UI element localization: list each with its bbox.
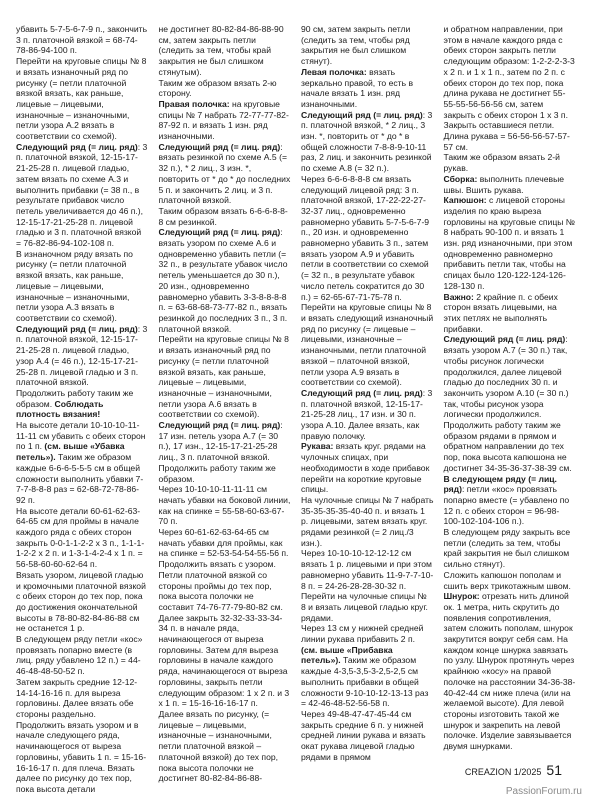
paragraph (159, 78, 292, 99)
paragraph-text: Таким же образом вязать 2-й рукав. (443, 152, 560, 174)
emphasis-text: Шнурок: (443, 591, 480, 602)
page-number: 51 (546, 762, 562, 778)
paragraph (301, 302, 434, 388)
paragraph-text: 90 см, затем закрыть петли (следить за тем, чтобы ряд закрытия не был слишком стянут). (301, 24, 411, 67)
paragraph-text: Перейти на круговые спицы № 8 и вязать изнаночный ряд по рисунку (= петли платочной вязкой вязать, как раньше, лицевые – лицевыми, изнаночные – изнаночными, петли узора А.6 вязать в соответствии со схемой). (158, 334, 289, 420)
row-heading: Следующий ряд (443, 334, 514, 345)
paragraph (301, 67, 434, 110)
paragraph (301, 709, 434, 763)
row-instruction (301, 388, 434, 442)
row-type: (= лиц. ряд) (515, 334, 566, 345)
text-column-2 (158, 24, 292, 784)
row-instruction (16, 142, 149, 249)
paragraph-text: Продолжить вязать узором и в начале следующего ряда, начинающегося от выреза горловины, убавить 1 п. = 15-16-16-16-17 п. для плеча. Вязать далее по рисунку до тех пор, пока высота детали (16, 719, 147, 794)
emphasis-text: (см. выше «Прибавка петель»). (301, 644, 393, 666)
row-heading: В следующем ряду (443, 473, 526, 484)
paragraph-text-tail: вязать зеркально правой, то есть в начале вязать 1 изн. ряд изнаночными. (301, 66, 414, 109)
paragraph-text: Через 10-10-10-11-11-11 см начать убавки на боковой линии, как на спинке = 55-58-60-63-67-70 п. (158, 484, 291, 527)
row-heading: Следующий ряд (158, 227, 229, 238)
paragraph-text: Через 6-6-6-8-8-8 см вязать следующий лицевой ряд: 3 п. платочной вязкой, 17-22-22-27-32-37 лиц., одновременно равномерно убавить 5-7-5-6-7-9 п., 20 изн. и одновременно равномерно убавить 3 п., затем вязать узором А.9 и убавить петли в соответствии со схемой (= 32 п., в результате убавок число петель сократится до 30 п.) = 62-65-67-71-75-78 п. (301, 173, 430, 302)
row-type: (= лиц. ряд) (230, 227, 281, 238)
row-type: (= лиц. ряд) (230, 420, 281, 431)
paragraph-text: Продолжить работу таким же образом рядами в прямом и обратном направлении до тех пор, пока высота капюшона не достигнет 34-35-36-37-38-39 см. (443, 420, 572, 473)
paragraph-text: убавить 5-7-5-6-7-9 п., закончить 3 п. платочной вязкой = 68-74-78-86-94-100 п. (16, 24, 148, 56)
paragraph (16, 24, 149, 56)
row-type: (= лиц. ряд) (88, 323, 138, 334)
paragraph (444, 24, 577, 152)
paragraph (159, 206, 292, 227)
paragraph-text-tail: Таким же образом каждые 6-6-6-5-5-5 см в общей сложности выполнить убавки 7-7-7-8-8-8 раз = 62-68-72-78-86-92 п. (16, 452, 144, 505)
row-instruction (159, 420, 292, 484)
paragraph-text: Через 49-48-47-47-45-44 см закрыть средние 6 п. у нижней средней линии рукава и вязать окат рукава лицевой гладью рядами в прямом (301, 709, 426, 762)
row-instruction (159, 227, 292, 334)
paragraph-text-tail: отрезать нить длиной ок. 1 метра, нить скрутить до появления сопротивления, затем сложить пополам, шнурок закрутится вокруг себя сам. На каждом конце шнурка завязать по узлу. Шнурок протянуть через крайнюю «косу» на правой полочке на расстоянии 34-36-38-40-42-44 см ниже плеча (или на желаемой высоте). Для левой стороны изготовить такой же шнурок и закрепить на левой полочке. Изделие завязывается двумя шнурками. (443, 591, 576, 752)
paragraph (159, 613, 292, 709)
emphasis-text: Рукава: (301, 441, 334, 452)
emphasis-text: (см. выше «Убавка петель»). (16, 441, 125, 463)
paragraph (16, 677, 149, 720)
row-type: (= лиц. ряд) (443, 473, 557, 495)
paragraph (444, 420, 577, 474)
paragraph (159, 24, 292, 78)
paragraph-text: Через 13 см у нижней средней линии рукава прибавить 2 п. (301, 623, 424, 645)
paragraph-text: Перейти на чулочные спицы № 8 и вязать лицевой гладью круг. рядами. (301, 591, 428, 623)
row-type: (= лиц. ряд) (373, 387, 423, 398)
paragraph (301, 495, 434, 549)
paragraph-text-tail: 2 крайние п. с обеих сторон вязать лицевыми, на этих петлях не выполнять прибавки. (443, 291, 558, 334)
paragraph-text: : 3 п. платочной вязкой, * 2 лиц., 3 изн. *, повторить от * до * в общей сложности 7-8-8-9-10-11 раз, 2 лиц. и закончить резинкой по схеме А.8 (= 32 п.). (301, 109, 433, 174)
row-instruction (301, 110, 434, 174)
paragraph (159, 709, 292, 784)
paragraph (444, 174, 577, 195)
emphasis-text: Капюшон: (443, 195, 487, 206)
emphasis-text: Левая полочка: (301, 66, 367, 77)
paragraph-text: : вязать узором А.7 (= 30 п.) так, чтобы рисунок логически продолжился, далее лицевой гладью до последних 30 п. и закончить узором А.10 (= 30 п.) так, чтобы рисунок узора логически продолжился. (443, 334, 569, 420)
page-footer (465, 762, 562, 778)
paragraph-text: Таким же образом вязать 2-ю сторону. (158, 77, 277, 99)
paragraph (301, 441, 434, 495)
emphasis-text: Сборка: (443, 173, 478, 184)
paragraph-text: Перейти на круговые спицы № 8 и вязать следующий изнаночный ряд по рисунку (= лицевые – лицевыми, изнаночные – изнаночными, петли платочной вязкой – платочной вязкой, петли узора А.9 вязать в соответствии со схемой). (301, 302, 434, 388)
emphasis-text: Соблюдать плотность вязания! (16, 398, 104, 420)
paragraph (444, 527, 577, 570)
issue-label: CREAZION 1/2025 (464, 767, 542, 777)
paragraph (444, 570, 577, 591)
paragraph-text: Вязать узором, лицевой гладью и кромочными платочной вязкой с обеих сторон до тех пор, пока до достижения окончательной высоты в 78-80-82-84-86-88 см не останется 1 р. (16, 569, 146, 634)
paragraph-text-tail: выполнить плечевые швы. Вшить рукава. (443, 173, 565, 195)
emphasis-text: Важно: (443, 291, 474, 302)
paragraph-text: Таким образом вязать 6-6-6-8-8-8 см резинкой. (158, 205, 288, 227)
paragraph-text: На высоте детали 10-10-10-11-11-11 см убавить с обеих сторон по 1 п. (16, 420, 146, 452)
row-heading: Следующий ряд (301, 387, 371, 398)
row-heading: Следующий ряд (158, 420, 229, 431)
paragraph-text: : 17 изн. петель узора А.7 (= 30 п.), 17 изн., 12-15-17-21-25-28 лиц., 3 п. платочной вязкой. Продолжить работу таким же образом. (158, 420, 283, 484)
paragraph (301, 24, 434, 67)
paragraph (16, 634, 149, 677)
row-type: (= лиц. ряд) (373, 109, 423, 120)
row-type: (= лиц. ряд) (88, 141, 138, 152)
paragraph (444, 292, 577, 335)
paragraph-text: Продолжить работу таким же образом. (16, 387, 134, 409)
paragraph (444, 591, 577, 752)
paragraph (16, 388, 149, 420)
paragraph (301, 591, 434, 623)
paragraph-text: : 3 п. платочной вязкой, 12-15-17-21-25-28 лиц., 17 изн. и 30 п. узора А.10. Далее вязать, как правую полочку. (301, 387, 433, 441)
paragraph (16, 249, 149, 324)
paragraph (444, 152, 577, 173)
paragraph (301, 174, 434, 302)
paragraph-text-tail: с лицевой стороны изделия по краю выреза горловины на круговые спицы № 8 набрать 90-100 п. и вязать 1 изн. ряд изнаночными, при этом одновременно равномерно прибавить петли так, чтобы на спицах было 120-122-124-126-128-130 п. (443, 195, 576, 291)
text-column-3 (301, 24, 434, 762)
paragraph (159, 99, 292, 142)
paragraph-text: Через 10-10-10-12-12-12 см вязать 1 р. лицевыми и при этом равномерно убавить 11-9-7-7-10-8 п. = 24-26-28-28-30-32 п. (301, 548, 434, 591)
paragraph-text: : вязать резинкой по схеме А.5 (= 32 п.), * 2 лиц., 3 изн. *, повторить от * до * до последних 5 п. и закончить 2 лиц. и 3 п. платочной вязкой. (158, 141, 291, 206)
row-heading: Следующий ряд (16, 323, 86, 334)
row-instruction (159, 142, 292, 206)
paragraph-text: Через 60-61-62-63-64-65 см начать убавки для проймы, как на спинке = 52-53-54-54-55-56 п. Продолжить вязать с узором. Петли платочной вязкой со стороны проймы до тех пор, пока высота полочки не составит 74-76-77-79-80-82 см. (158, 527, 289, 612)
paragraph-text: : вязать узором по схеме А.6 и одновременно убавить петли (= 32 п., в результате убавок число петель уменьшается до 30 п.), 20 изн., одновременно равномерно убавить 3-3-8-8-8-8 п. = 63-68-68-73-77-82 п., вязать резинкой до последних 3 п., 3 п. платочной вязкой. (158, 227, 288, 334)
paragraph-text-tail: вязать круг. рядами на чулочных спицах, при необходимости в ходе прибавок перейти на короткие круговые спицы. (301, 441, 430, 495)
paragraph-text-tail: на круговые спицы № 7 набрать 72-77-77-82-87-92 п. и вязать 1 изн. ряд изнаночными. (158, 98, 289, 142)
text-column-4 (444, 24, 577, 762)
paragraph-text: Далее вязать по рисунку, (= лицевые – лицевыми, изнаночные – изнаночными, петли платочной вязкой – платочной вязкой) до тех пор, пока высота полочки не достигнет 80-82-84-86-88- (158, 709, 279, 784)
paragraph (159, 484, 292, 527)
paragraph (16, 506, 149, 570)
paragraph-text: На чулочные спицы № 7 набрать 35-35-35-35-40-40 п. и вязать 1 р. лицевыми, затем вязать круг. рядами резинкой (= 2 лиц./3 изн.). (301, 494, 434, 548)
paragraph-text: В изнаночном ряду вязать по рисунку (= петли платочной вязкой вязать, как раньше, лицевые – лицевыми, изнаночные – изнаночными, петли узора А.3 вязать в соответствии со схемой). (16, 248, 133, 323)
row-heading: Следующий ряд (16, 141, 86, 152)
paragraph (16, 420, 149, 506)
row-instruction (16, 324, 149, 388)
paragraph (159, 527, 292, 613)
text-column-1 (16, 24, 149, 794)
paragraph-text-tail: Таким же образом каждые 4-3,5-3,5-3-2,5-2,5 см выполнить прибавки в общей сложности 9-10-10-12-13-13 раз = 42-46-48-52-56-58 п. (301, 655, 429, 709)
watermark: PassionForum.ru (505, 786, 582, 797)
row-instruction (444, 334, 577, 420)
paragraph-text: и обратном направлении, при этом в начале каждого ряда с обеих сторон закрыть петли следующим образом: 1-2-2-2-3-3 х 2 п. и 1 х 1 п., затем по 2 п. с обеих сторон до тех пор, пока длина рукава не достигнет 55-55-55-56-56-56 см, затем закрыть с обеих сторон 1 х 3 п. Закрыть оставшиеся петли. Длина рукава = 56-56-56-57-57-57 см. (443, 24, 575, 152)
paragraph (444, 195, 577, 291)
paragraph (301, 623, 434, 709)
paragraph-text: не достигнет 80-82-84-86-88-90 см, затем закрыть петли (следить за тем, чтобы край закрытия не был слишком стянутым). (158, 24, 284, 77)
paragraph-text: : 3 п. платочной вязкой, 12-15-17-21-25-28 п. лицевой гладью, узор А.4 (= 46 п.), 12-15-17-21-25-28 п. лицевой гладью и 3 п. платочной вязкой. (16, 323, 148, 388)
row-instruction (444, 474, 577, 528)
paragraph (16, 56, 149, 142)
paragraph (301, 548, 434, 591)
paragraph (159, 334, 292, 420)
paragraph-text: В следующем ряду закрыть все петли (следить за тем, чтобы край закрытия не был слишком сильно стянут). (443, 527, 571, 570)
paragraph-text: Затем закрыть средние 12-12-14-14-16-16 п. для выреза горловины. Далее вязать обе стороны раздельно. (16, 676, 138, 719)
paragraph-text: На высоте детали 60-61-62-63-64-65 см для проймы в начале каждого ряда с обеих сторон закрыть 0-0-1-1-2-2 х 3 п., 1-1-1-1-2-2 х 2 п. и 1-3-1-4-2-4 х 1 п. = 56-58-60-60-62-64 п. (16, 505, 145, 570)
emphasis-text: Правая полочка: (158, 98, 230, 109)
row-type: (= лиц. ряд) (230, 141, 281, 152)
paragraph-text: Перейти на круговые спицы № 8 и вязать изнаночный ряд по рисунку (= петли платочной вязкой вязать, как раньше, лицевые – лицевыми, изнаночные – изнаночными, петли узора А.2 вязать в соответствии со схемой). (16, 56, 147, 142)
paragraph-text: В следующем ряду петли «кос» провязать попарно вместе (в лиц. ряду убавлено 12 п.) = 44-46-48-48-50-52 п. (16, 634, 143, 677)
row-heading: Следующий ряд (158, 141, 229, 152)
row-heading: Следующий ряд (301, 109, 371, 120)
paragraph (16, 720, 149, 795)
paragraph-text: Далее закрыть 32-32-33-33-34-34 п. в начале ряда, начинающегося от выреза горловины. Затем для выреза горловины в начале каждого ряда, начинающегося от выреза горловины, закрыть петли следующим образом: 1 х 2 п. и 3 х 1 п. = 15-16-16-16-17 п. (158, 612, 290, 709)
paragraph-text: : 3 п. платочной вязкой, 12-15-17-21-25-28 п. лицевой гладью, затем вязать по схеме А.3 и выполнить прибавки (= 38 п., в результате прибавок число петель увеличивается до 46 п.), 12-15-17-21-25-28 п. лицевой гладью и 3 п. платочной вязкой = 76-82-86-94-102-108 п. (16, 141, 148, 249)
paragraph (16, 570, 149, 634)
paragraph-text: : петли «кос» провязать попарно вместе (= убавлено по 12 п. с обеих сторон = 96-98-100-102-104-106 п.). (443, 484, 570, 527)
paragraph-text: Сложить капюшон пополам и сшить верх трикотажным швом. (443, 569, 571, 591)
